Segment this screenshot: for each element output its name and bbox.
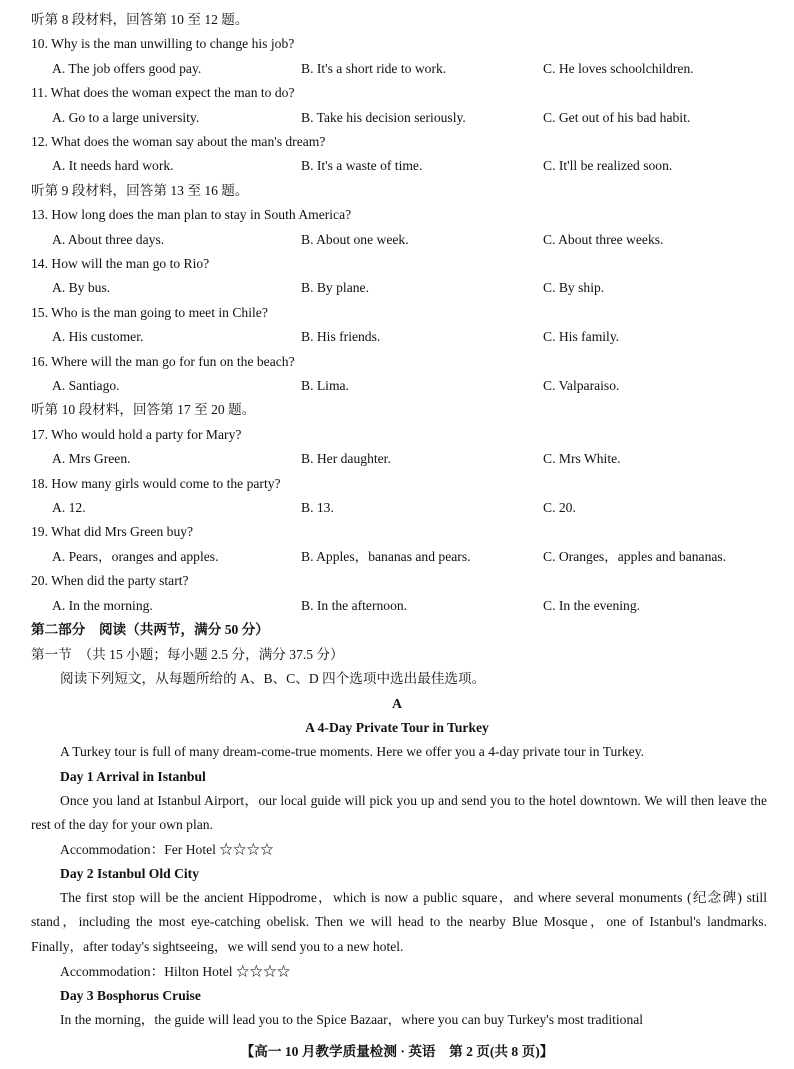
option-a: A. Santiago. (52, 378, 120, 393)
option-b: B. Her daughter. (301, 451, 391, 467)
question-stem: 17. Who would hold a party for Mary? (31, 426, 242, 442)
day2-title: Day 2 Istanbul Old City (60, 866, 199, 881)
question-stem: 18. How many girls would come to the party? (31, 475, 281, 491)
listening-group8-header: 听第 8 段材料，回答第 10 至 12 题。 (31, 12, 249, 27)
option-b: B. Lima. (301, 378, 349, 393)
option-b: B. Take his decision seriously. (301, 109, 466, 125)
option-a: A. Pears，oranges and apples. (52, 548, 219, 564)
option-c: C. It'll be realized soon. (543, 158, 673, 174)
reading-part-title: 第二部分 阅读（共两节，满分 50 分） (31, 622, 269, 637)
question-stem: 11. What does the woman expect the man to do? (31, 85, 295, 101)
question-stem: 14. How will the man go to Rio? (31, 256, 210, 271)
option-b: B. In the afternoon. (301, 597, 408, 613)
question-stem: 20. When did the party start? (31, 573, 189, 589)
passage-letter: A (392, 696, 402, 711)
option-c: C. In the evening. (543, 597, 641, 613)
option-c: C. Mrs White. (543, 451, 621, 467)
day2-accommodation: Accommodation：Hilton Hotel ☆☆☆☆ (60, 964, 291, 979)
question-stem: 10. Why is the man unwilling to change his job? (31, 36, 295, 52)
option-c: C. Valparaiso. (543, 378, 620, 393)
reading-section-title: 第一节 （共 15 小题；每小题 2.5 分，满分 37.5 分） (31, 647, 344, 662)
option-b: B. By plane. (301, 280, 369, 296)
page-footer: 【高一 10 月教学质量检测 · 英语 第 2 页(共 8 页)】 (240, 1044, 554, 1059)
passage-intro: A Turkey tour is full of many dream-come-true moments. Here we offer you a 4-day private tour in Turkey. (60, 744, 645, 759)
option-a: A. In the morning. (52, 597, 153, 613)
question-stem: 15. Who is the man going to meet in Chile? (31, 304, 268, 320)
day1-accommodation: Accommodation：Fer Hotel ☆☆☆☆ (60, 842, 274, 857)
listening-group-header: 听第 9 段材料，回答第 13 至 16 题。 (31, 182, 249, 198)
question-stem: 16. Where will the man go for fun on the beach? (31, 353, 295, 369)
day1-text: Once you land at Istanbul Airport，our local guide will pick you up and send you to the hotel downtown. We will then leave the rest of the day for your own plan. (31, 793, 767, 833)
day3-text: In the morning，the guide will lead you to the Spice Bazaar，where you can buy Turkey's most traditional (60, 1012, 644, 1027)
question-stem: 13. How long does the man plan to stay in South America? (31, 207, 352, 223)
day3-title: Day 3 Bosphorus Cruise (60, 988, 201, 1003)
day2-text: The first stop will be the ancient Hippodrome，which is now a public square，and where several monuments (纪念碑) still stand，including the most eye-catching obelisk. Then we will head to the nearby Blue Mosque，one of Istanbul's landmarks. Finally，after today's sightseeing，we will send you to a new hotel. (31, 890, 767, 954)
option-c: C. Get out of his bad habit. (543, 109, 691, 125)
question-stem: 19. What did Mrs Green buy? (31, 524, 194, 540)
option-a: A. Go to a large university. (52, 109, 200, 125)
listening-group-header: 听第 10 段材料，回答第 17 至 20 题。 (31, 402, 256, 418)
option-a: A. 12. (52, 500, 86, 515)
option-a: A. The job offers good pay. (52, 60, 202, 76)
option-c: C. He loves schoolchildren. (543, 60, 694, 76)
passage-title: A 4-Day Private Tour in Turkey (305, 720, 489, 735)
option-a: A. About three days. (52, 231, 165, 247)
option-b: B. It's a short ride to work. (301, 60, 447, 76)
option-b: B. His friends. (301, 329, 381, 345)
option-a: A. By bus. (52, 280, 111, 296)
option-b: B. It's a waste of time. (301, 158, 423, 174)
option-b: B. 13. (301, 500, 334, 515)
option-c: C. His family. (543, 329, 620, 345)
option-a: A. Mrs Green. (52, 451, 131, 467)
option-c: C. By ship. (543, 280, 605, 296)
option-b: B. About one week. (301, 231, 409, 247)
option-b: B. Apples，bananas and pears. (301, 548, 471, 564)
question-stem: 12. What does the woman say about the man's dream? (31, 134, 326, 149)
reading-instruction: 阅读下列短文，从每题所给的 A、B、C、D 四个选项中选出最佳选项。 (60, 671, 486, 686)
option-c: C. 20. (543, 500, 576, 515)
option-c: C. Oranges，apples and bananas. (543, 548, 727, 564)
option-a: A. It needs hard work. (52, 158, 174, 174)
day1-title: Day 1 Arrival in Istanbul (60, 769, 206, 784)
option-a: A. His customer. (52, 329, 144, 345)
option-c: C. About three weeks. (543, 231, 664, 247)
